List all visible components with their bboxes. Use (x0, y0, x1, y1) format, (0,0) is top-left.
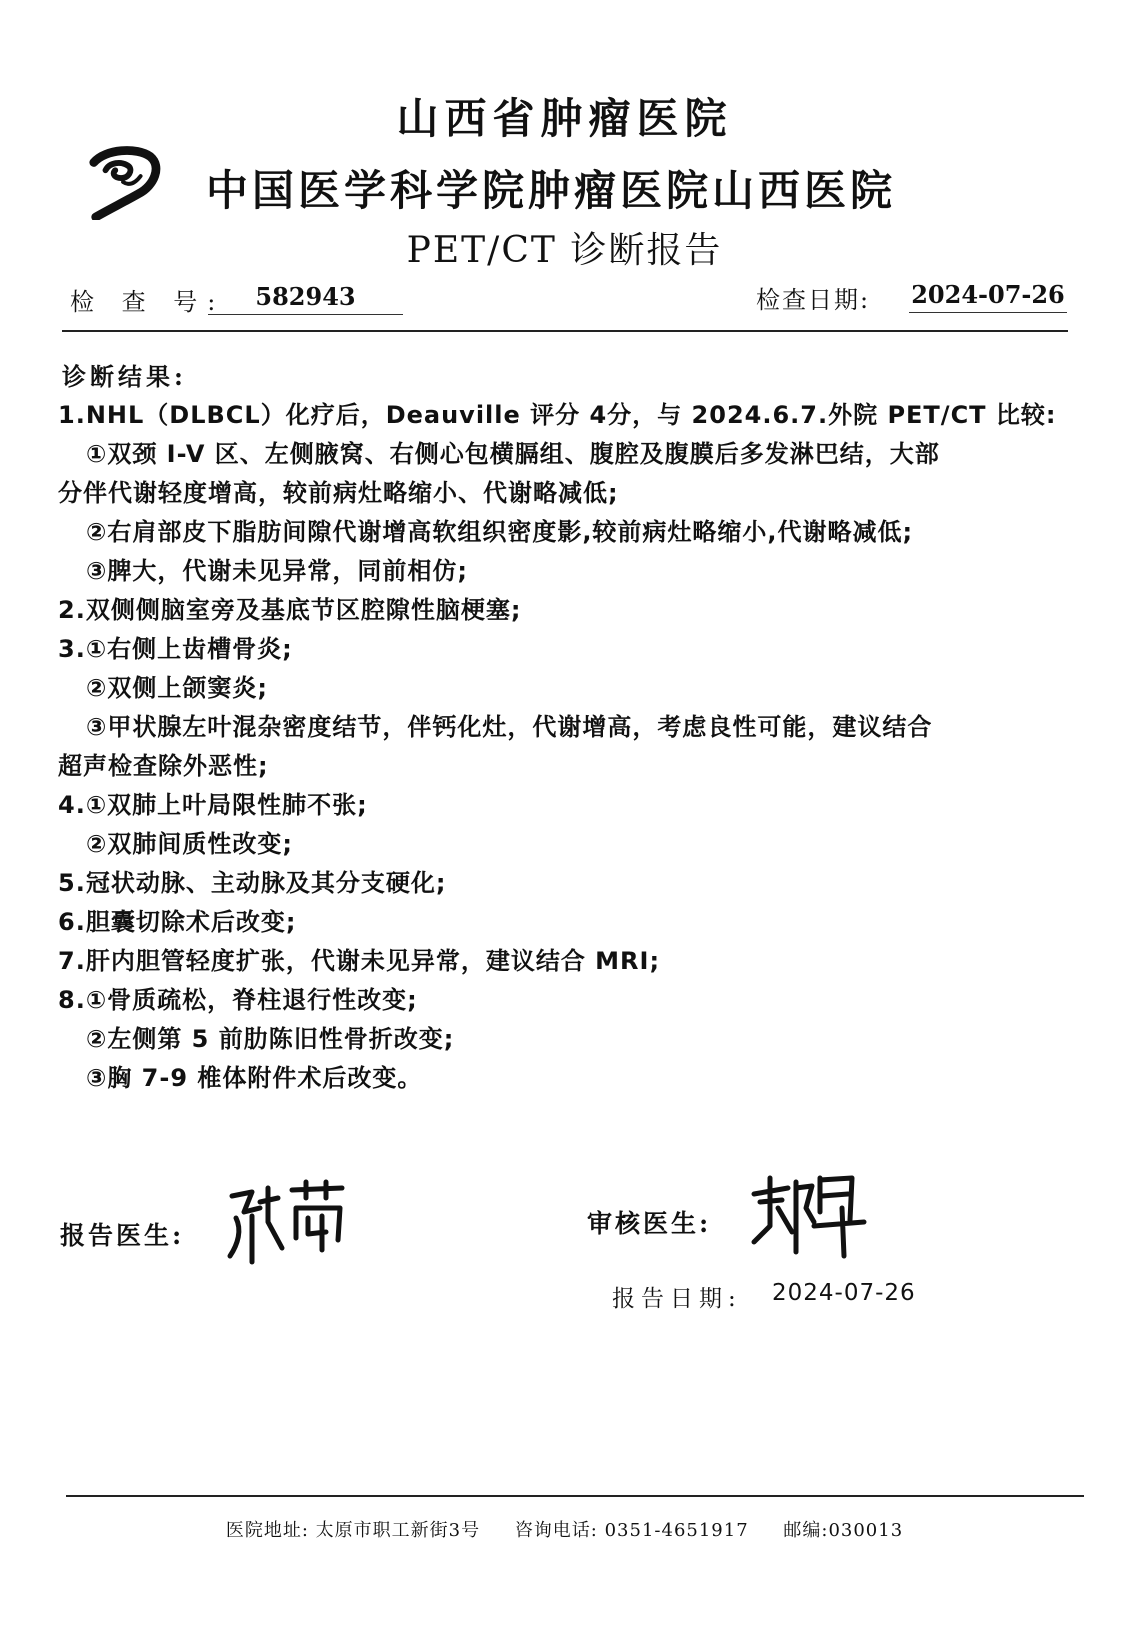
reviewer-signature-icon (748, 1168, 868, 1260)
diagnosis-line: ③胸 7-9 椎体附件术后改变。 (86, 1064, 423, 1092)
diagnosis-line: ②双肺间质性改变; (86, 830, 293, 858)
diagnosis-line: 4.①双肺上叶局限性肺不张; (58, 791, 368, 819)
reporter-label: 报告医生: (60, 1221, 185, 1250)
footer-address: 医院地址: 太原市职工新街3号 (225, 1520, 481, 1541)
exam-no-label: 检 查 号: (70, 288, 226, 316)
diagnosis-line: 3.①右侧上齿槽骨炎; (58, 635, 293, 663)
exam-date-value: 2024-07-26 (909, 280, 1067, 313)
footer (0, 1516, 1129, 1542)
hospital-full-name: 中国医学科学院肿瘤医院山西医院 (206, 166, 897, 215)
diagnosis-line: 分伴代谢轻度增高，较前病灶略缩小、代谢略减低; (58, 479, 619, 507)
report-date-label: 报告日期: (612, 1286, 742, 1312)
footer-postcode: 邮编:030013 (783, 1520, 904, 1541)
report-date-value: 2024-07-26 (772, 1280, 916, 1306)
hospital-logo-icon (86, 140, 164, 220)
diagnosis-line: ①双颈 I-V 区、左侧腋窝、右侧心包横膈组、腹腔及腹膜后多发淋巴结，大部 (86, 440, 940, 468)
diagnosis-line: ③甲状腺左叶混杂密度结节，伴钙化灶，代谢增高，考虑良性可能，建议结合 (86, 713, 933, 741)
diagnosis-line: 超声检查除外恶性; (58, 752, 269, 780)
exam-no-value: 582943 (208, 282, 403, 315)
diagnosis-line: ②右肩部皮下脂肪间隙代谢增高软组织密度影,较前病灶略缩小,代谢略减低; (86, 518, 914, 546)
footer-phone: 咨询电话: 0351-4651917 (514, 1520, 749, 1541)
diagnosis-line: ③脾大，代谢未见异常，同前相仿; (86, 557, 468, 585)
diagnosis-line: 2.双侧侧脑室旁及基底节区腔隙性脑梗塞; (58, 596, 522, 624)
reviewer-label: 审核医生: (587, 1209, 712, 1238)
header-divider (62, 330, 1068, 332)
diagnosis-line: 1.NHL（DLBCL）化疗后，Deauville 评分 4分，与 2024.6.7.外院 PET/CT 比较: (58, 401, 1057, 429)
report-title: PET/CT 诊断报告 (406, 230, 723, 271)
diagnosis-heading: 诊断结果: (62, 362, 187, 391)
reporter-signature-icon (222, 1178, 352, 1268)
hospital-name: 山西省肿瘤医院 (396, 94, 733, 143)
diagnosis-line: 8.①骨质疏松，脊柱退行性改变; (58, 986, 418, 1014)
diagnosis-line: 5.冠状动脉、主动脉及其分支硬化; (58, 869, 447, 897)
diagnosis-line: ②左侧第 5 前肋陈旧性骨折改变; (86, 1025, 455, 1053)
footer-divider (66, 1495, 1084, 1497)
diagnosis-line: ②双侧上颌窦炎; (86, 674, 268, 702)
diagnosis-line: 7.肝内胆管轻度扩张，代谢未见异常，建议结合 MRI; (58, 947, 661, 975)
exam-date-label: 检查日期: (756, 286, 871, 314)
diagnosis-list (58, 396, 1088, 1098)
diagnosis-line: 6.胆囊切除术后改变; (58, 908, 297, 936)
